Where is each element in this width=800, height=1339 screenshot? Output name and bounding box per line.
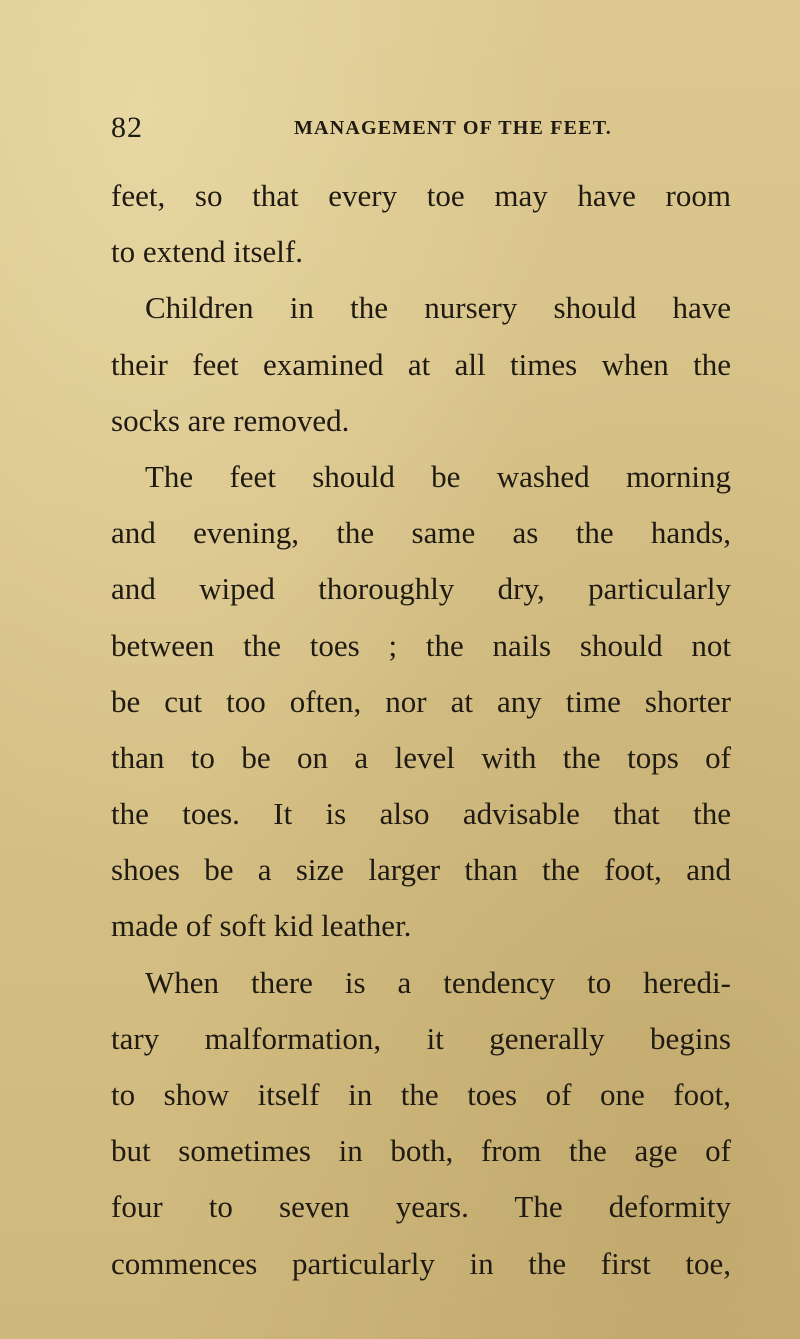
- text-line: The feet should be washed morning: [145, 458, 731, 494]
- text-line: tary malformation, it generally begins: [111, 1020, 731, 1056]
- text-line: than to be on a level with the tops of: [111, 739, 731, 775]
- page-number: 82: [111, 111, 143, 144]
- page-header: [111, 108, 731, 148]
- text-line: shoes be a size larger than the foot, and: [111, 852, 731, 888]
- text-line: commences particularly in the first toe,: [111, 1245, 731, 1281]
- text-line: to show itself in the toes of one foot,: [111, 1077, 731, 1112]
- text-line: socks are removed.: [111, 402, 350, 438]
- text-line: feet, so that every toe may have room: [111, 178, 731, 213]
- text-line: Children in the nursery should have: [145, 290, 731, 326]
- text-line: the toes. It is also advisable that the: [111, 796, 731, 832]
- text-line: to extend itself.: [111, 234, 303, 270]
- text-line: be cut too often, nor at any time shorter: [111, 683, 731, 719]
- text-line: made of soft kid leather.: [111, 908, 412, 944]
- text-line: and wiped thoroughly dry, particularly: [111, 571, 731, 607]
- text-line: between the toes ; the nails should not: [111, 627, 731, 663]
- running-head: MANAGEMENT OF THE FEET.: [293, 117, 612, 139]
- text-line: four to seven years. The deformity: [111, 1189, 731, 1225]
- text-line: but sometimes in both, from the age of: [111, 1133, 731, 1169]
- text-line: and evening, the same as the hands,: [111, 515, 731, 551]
- body-text: [111, 168, 731, 1292]
- text-line: When there is a tendency to heredi-: [145, 964, 731, 1000]
- text-line: their feet examined at all times when the: [111, 346, 731, 382]
